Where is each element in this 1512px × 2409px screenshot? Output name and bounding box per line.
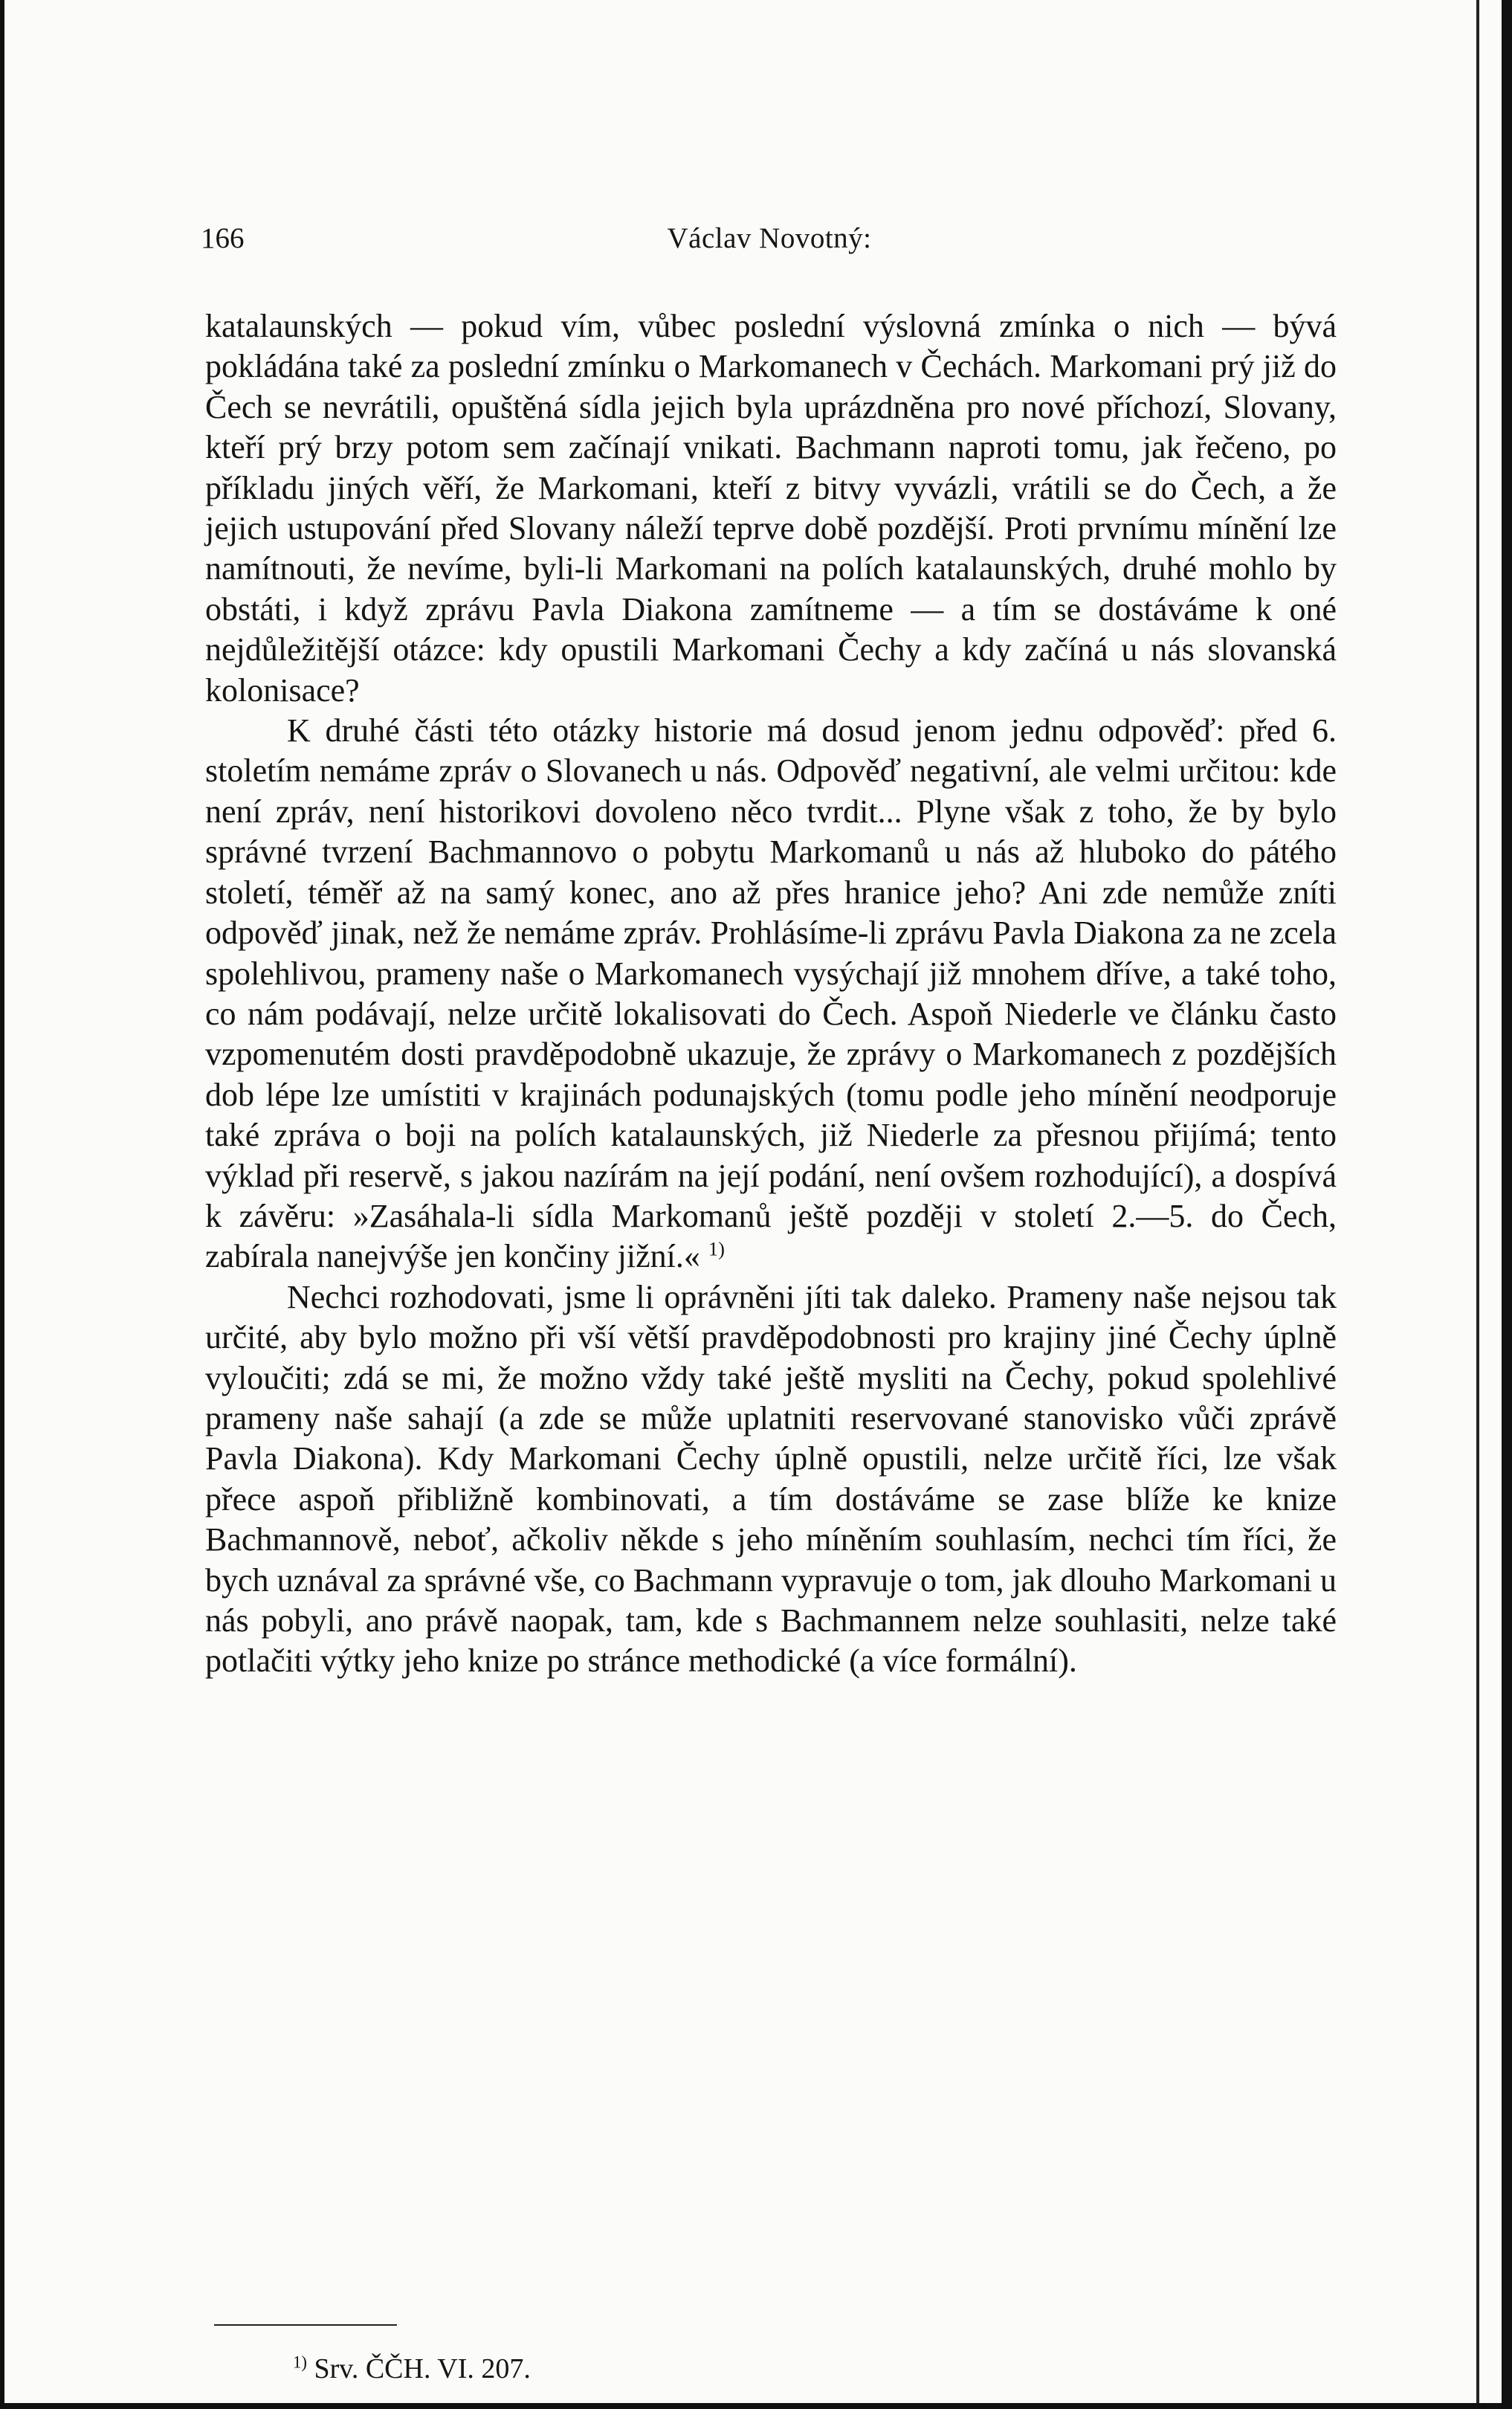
page-number: 166 bbox=[201, 222, 245, 254]
footnote-divider bbox=[214, 2324, 397, 2326]
body-text bbox=[205, 306, 1337, 1682]
running-header bbox=[201, 222, 1338, 274]
scan-edge-line bbox=[1476, 0, 1479, 2403]
footnote bbox=[293, 2352, 531, 2385]
footnote-marker: 1) bbox=[293, 2352, 307, 2372]
footnote-reference: 1) bbox=[708, 1237, 725, 1260]
paragraph-2 bbox=[205, 711, 1337, 1277]
author-header: Václav Novotný: bbox=[667, 222, 872, 254]
paragraph-2-text: K druhé části této otázky historie má dosud jenom jednu odpověď: před 6. stoletím nemáme zpráv o Slovanech u nás. Odpověď negativní, ale velmi určitou: kde není zpráv, není historikovi dovoleno něco tvrdit... Plyne však z toho, že by bylo správné tvrzení Bachmannovo o pobytu Markomanů u nás až hluboko do pátého století, téměř až na samý konec, ano až přes hranice jeho? Ani zde nemůže zníti odpověď jinak, než že nemáme zpráv. Prohlásíme-li zprávu Pavla Diakona za ne zcela spolehlivou, prameny naše o Markomanech vysýchají již mnohem dříve, a také toho, co nám podávají, nelze určitě lokalisovati do Čech. Aspoň Niederle ve článku často vzpomenutém dosti pravděpodobně ukazuje, že zprávy o Markomanech z pozdějších dob lépe lze umístiti v krajinách podunajských (tomu podle jeho mínění neodporuje také zpráva o boji na polích katalaunských, již Niederle za přesnou přijímá; tento výklad při reservě, s jakou nazírám na její podání, není ovšem rozhodující), a dospívá k závěru: »Zasáhala-li sídla Markomanů ještě později v století 2.—5. do Čech, zabírala nanejvýše jen končiny jižní.« bbox=[205, 712, 1337, 1275]
paragraph-1: katalaunských — pokud vím, vůbec poslední výslovná zmínka o nich — bývá pokládána také za poslední zmínku o Markomanech v Čechách. Markomani prý již do Čech se nevrátili, opuštěná sídla jejich byla uprázdněna pro nové příchozí, Slovany, kteří prý brzy potom sem začínají vnikati. Bachmann naproti tomu, jak řečeno, po příkladu jiných věří, že Markomani, kteří z bitvy vyvázli, vrátili se do Čech, a že jejich ustupování před Slovany náleží teprve době pozdější. Proti prvnímu mínění lze namítnouti, že nevíme, byli-li Markomani na polích katalaunských, druhé mohlo by obstáti, i když zprávu Pavla Diakona zamítneme — a tím se dostáváme k oné nejdůležitější otázce: kdy opustili Markomani Čechy a kdy začíná u nás slovanská kolonisace? bbox=[205, 308, 1337, 709]
footnote-text: Srv. ČČH. VI. 207. bbox=[314, 2353, 531, 2384]
paragraph-3: Nechci rozhodovati, jsme li oprávněni jíti tak daleko. Prameny naše nejsou tak určité, aby bylo možno při vší větší pravděpodobnosti pro krajiny jiné Čechy úplně vyloučiti; zdá se mi, že možno vždy také ještě mysliti na Čechy, pokud spolehlivé prameny naše sahají (a zde se může uplatniti reservované stanovisko vůči zprávě Pavla Diakona). Kdy Markomani Čechy úplně opustili, nelze určitě říci, lze však přece aspoň přibližně kombinovati, a tím dostáváme se zase blíže ke knize Bachmannově, neboť, ačkoliv někde s jeho míněním souhlasím, nechci tím říci, že bych uznával za správné vše, co Bachmann vypravuje o tom, jak dlouho Markomani u nás pobyli, ano právě naopak, tam, kde s Bachmannem nelze souhlasiti, nelze také potlačiti výtky jeho knize po stránce methodické (a více formální). bbox=[205, 1278, 1337, 1680]
